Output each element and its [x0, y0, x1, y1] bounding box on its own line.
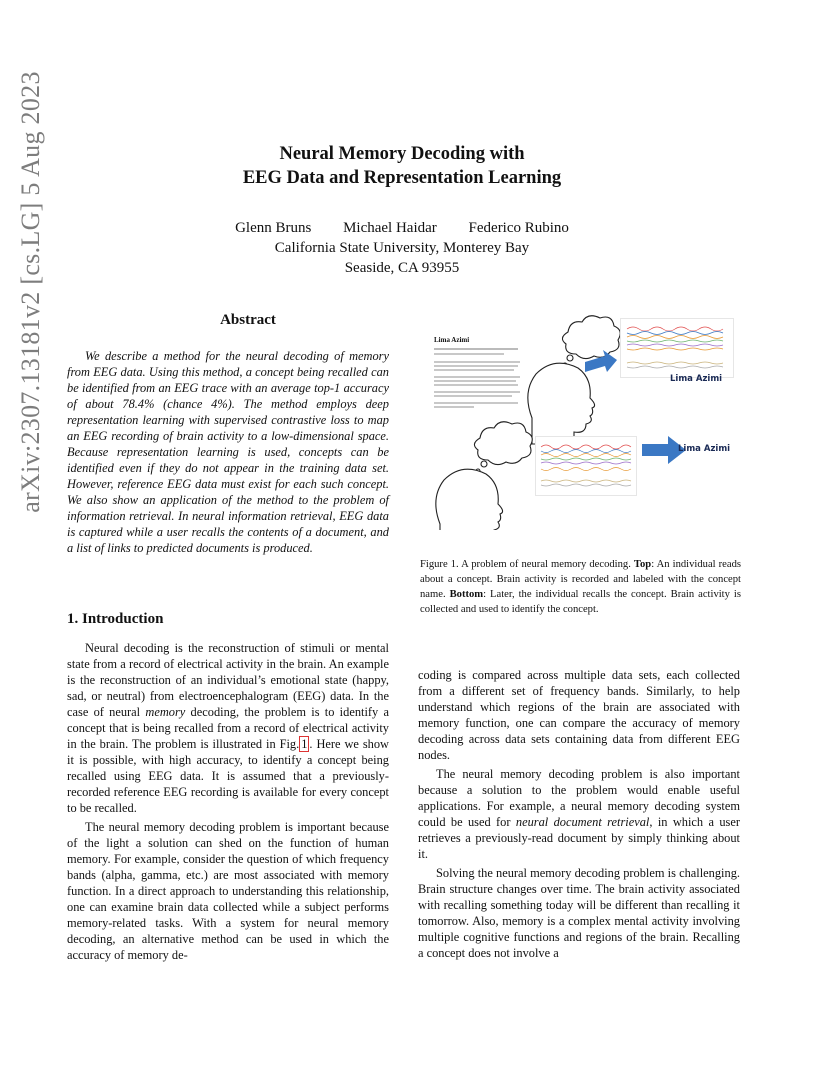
intro-heading: 1. Introduction: [67, 611, 164, 627]
document-thumbnail-title: Lima Azimi: [434, 336, 470, 344]
title-line-1: Neural Memory Decoding with: [279, 144, 525, 164]
author-affiliation: California State University, Monterey Bay: [274, 240, 530, 256]
right-paragraph-3: Solving the neural memory decoding problem is challenging. Brain structure changes over time. The brain activity associated with recalling something today will be different than recalling it tomorrow. Also, memory is a complex mental activity involving multiple cognitive functions and regions of the brain. Recalling a concept does not involve a: [418, 866, 740, 960]
eeg-trace-plot: [621, 319, 733, 377]
title-line-2: EEG Data and Representation Learning: [242, 168, 562, 188]
author-block: [0, 218, 804, 278]
eeg-trace-panel: [535, 436, 637, 496]
intro-paragraph-2: The neural memory decoding problem is important because of the light a solution can shed on the function of human memory. For example, consider the question of which frequency bands (alpha, gamma, etc.) are most associated with memory function. In a direct approach to understanding this relationship, one can examine brain data collected while a subject performs memory-related tasks. With a system for neural memory decoding, an alternative method can be used in which the accuracy of memory de-: [67, 820, 389, 962]
author-name: Glenn Bruns: [235, 220, 312, 236]
figure-1: [420, 310, 740, 530]
eeg-trace-panel: [620, 318, 734, 378]
paper-title: [0, 142, 804, 190]
right-column-body: [418, 667, 740, 961]
thought-bubble-icon: [474, 422, 532, 473]
intro-paragraph-1: Neural decoding is the reconstruction of stimuli or mental state from a record of electrical activity in the brain. An example is the reconstruction of an individual’s emotional state (happy, sad, or neutral) from electroencephalogram (EEG) data. In the case of neural memory decoding, the problem is to identify a concept that is being recalled from a record of electrical activity in the brain. The problem is illustrated in Fig. 1 . Here we show it is possible, with high accuracy, to identify a concept being recalled using EEG data. It is assumed that a previously-recorded reference EEG recording is available for every concept to be recalled.: [67, 641, 390, 815]
arxiv-side-stamp: arXiv:2307.13181v2 [cs.LG] 5 Aug 2023: [16, 71, 45, 513]
eeg-trace-plot: [536, 437, 636, 495]
head-silhouette-icon: [528, 363, 595, 444]
right-paragraph-2: The neural memory decoding problem is also important because a solution to the problem would enable useful applications. For example, a neural memory decoding system could be used for neural document retrieval, in which a user retrieves a previously-read document by simply thinking about it.: [418, 767, 740, 861]
figure-1-caption: Figure 1. A problem of neural memory decoding. Top: An individual reads about a concept. Brain activity is recorded and labeled with the concept name. Bottom: Later, the individual recalls the concept. Brain activity is collected and used to identify the concept.: [420, 559, 742, 615]
abstract-body: [67, 348, 389, 556]
figure-reference-link[interactable]: 1: [301, 737, 308, 751]
concept-label-bottom: Lima Azimi: [678, 444, 731, 454]
author-names: [0, 218, 804, 238]
abstract-text: We describe a method for the neural decoding of memory from EEG data. Using this method, a concept being recalled can be identified from an EEG trace with an average top-1 accuracy of about 78.4% (chance 4%). The method employs deep representation learning with supervised contrastive loss to map an EEG recording of brain activity to a low-dimensional space. Because representation learning is used, concepts can be identified even if they do not appear in the training data set. However, reference EEG data must exist for each such concept. We also show an application of the method to the problem of information retrieval. In neural information retrieval, EEG data is captured while a user recalls the contents of a document, and a list of links to predicted documents is produced.: [67, 349, 389, 555]
author-name: Michael Haidar: [343, 220, 437, 236]
author-name: Federico Rubino: [468, 220, 569, 236]
concept-label-top: Lima Azimi: [670, 374, 723, 384]
author-address: Seaside, CA 93955: [344, 260, 460, 276]
right-paragraph-1: coding is compared across multiple data sets, each collected from a different set of frequency bands. Similarly, to help understand which regions of the brain are associated with memory function, one can compare the accuracy of memory decoding across data sets containing data from different EEG nodes.: [418, 668, 740, 762]
intro-body: [67, 640, 389, 963]
head-silhouette-icon: [436, 469, 503, 530]
abstract-heading: Abstract: [220, 312, 276, 328]
